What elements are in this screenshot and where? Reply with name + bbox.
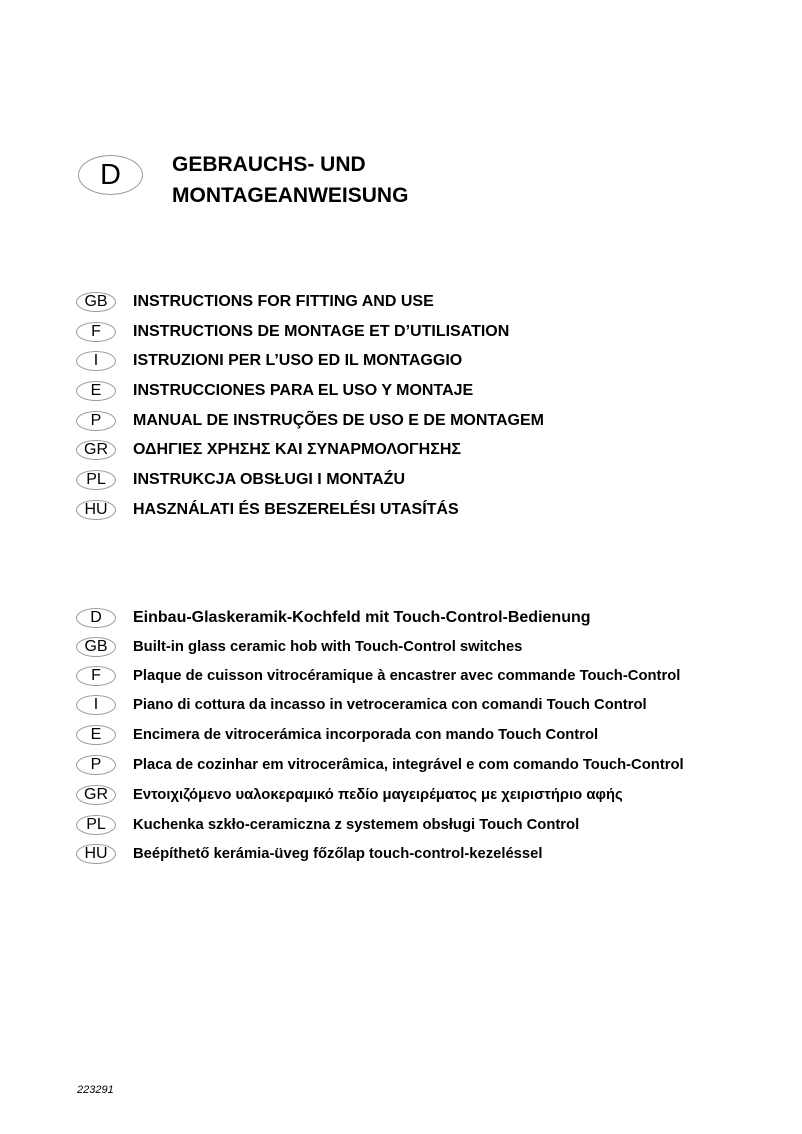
instruction-title: INSTRUCTIONS DE MONTAGE ET D’UTILISATION xyxy=(133,323,510,340)
language-badge: GB xyxy=(76,292,116,312)
language-badge: F xyxy=(76,666,116,686)
instruction-title: INSTRUCCIONES PARA EL USO Y MONTAJE xyxy=(133,382,474,399)
instruction-title: INSTRUKCJA OBSŁUGI I MONTAŹU xyxy=(133,471,405,488)
instruction-row xyxy=(76,380,473,402)
instruction-row xyxy=(76,410,544,432)
product-description: Εντοιχιζόμενο υαλοκεραμικό πεδίο μαγειρέματος με χειριστήριο αφής xyxy=(133,787,623,803)
language-badge: I xyxy=(76,351,116,371)
page-title xyxy=(172,149,408,211)
product-row xyxy=(76,636,522,658)
language-badge: E xyxy=(76,725,116,745)
product-description: Encimera de vitrocerámica incorporada con mando Touch Control xyxy=(133,727,599,743)
instruction-row xyxy=(76,499,459,521)
product-description: Piano di cottura da incasso in vetroceramica con comandi Touch Control xyxy=(133,697,647,713)
language-badge: PL xyxy=(76,815,116,835)
language-badge: GR xyxy=(76,785,116,805)
product-description: Einbau-Glaskeramik-Kochfeld mit Touch-Control-Bedienung xyxy=(133,609,591,626)
instruction-title: MANUAL DE INSTRUÇÕES DE USO E DE MONTAGEM xyxy=(133,412,544,429)
language-badge: I xyxy=(76,695,116,715)
language-badge: HU xyxy=(76,844,116,864)
product-row xyxy=(76,694,647,716)
product-row xyxy=(76,843,542,865)
instruction-row xyxy=(76,439,461,461)
language-badge: P xyxy=(76,411,116,431)
language-badge: F xyxy=(76,322,116,342)
language-badge: HU xyxy=(76,500,116,520)
product-row xyxy=(76,754,684,776)
language-badge-d: D xyxy=(78,155,143,195)
language-badge: GB xyxy=(76,637,116,657)
product-row xyxy=(76,724,598,746)
document-number: 223291 xyxy=(77,1084,114,1096)
instruction-row xyxy=(76,321,509,343)
product-row xyxy=(76,665,680,687)
language-badge: E xyxy=(76,381,116,401)
language-badge: GR xyxy=(76,440,116,460)
instruction-row xyxy=(76,469,405,491)
instruction-title: ΟΔΗΓΙΕΣ ΧΡΗΣΗΣ ΚΑΙ ΣΥΝΑΡΜΟΛΟΓΗΣΗΣ xyxy=(133,441,461,458)
product-description: Built-in glass ceramic hob with Touch-Control switches xyxy=(133,639,523,655)
language-badge: D xyxy=(76,608,116,628)
product-row xyxy=(76,784,623,806)
instruction-title: INSTRUCTIONS FOR FITTING AND USE xyxy=(133,293,434,310)
title-line-1: GEBRAUCHS- UND xyxy=(172,153,366,176)
instruction-title: ISTRUZIONI PER L’USO ED IL MONTAGGIO xyxy=(133,352,463,369)
product-row xyxy=(76,607,591,629)
product-description: Kuchenka szkło-ceramiczna z systemem obsługi Touch Control xyxy=(133,817,580,833)
language-badge: P xyxy=(76,755,116,775)
instruction-row xyxy=(76,350,462,372)
instruction-title: HASZNÁLATI ÉS BESZERELÉSI UTASÍTÁS xyxy=(133,501,459,518)
instruction-row xyxy=(76,291,434,313)
language-badge: PL xyxy=(76,470,116,490)
product-description: Placa de cozinhar em vitrocerâmica, integrável e com comando Touch-Control xyxy=(133,757,684,773)
product-row xyxy=(76,814,579,836)
product-description: Plaque de cuisson vitrocéramique à encastrer avec commande Touch-Control xyxy=(133,668,681,684)
product-description: Beépíthető kerámia-üveg főzőlap touch-control-kezeléssel xyxy=(133,846,543,862)
title-line-2: MONTAGEANWEISUNG xyxy=(172,184,409,207)
